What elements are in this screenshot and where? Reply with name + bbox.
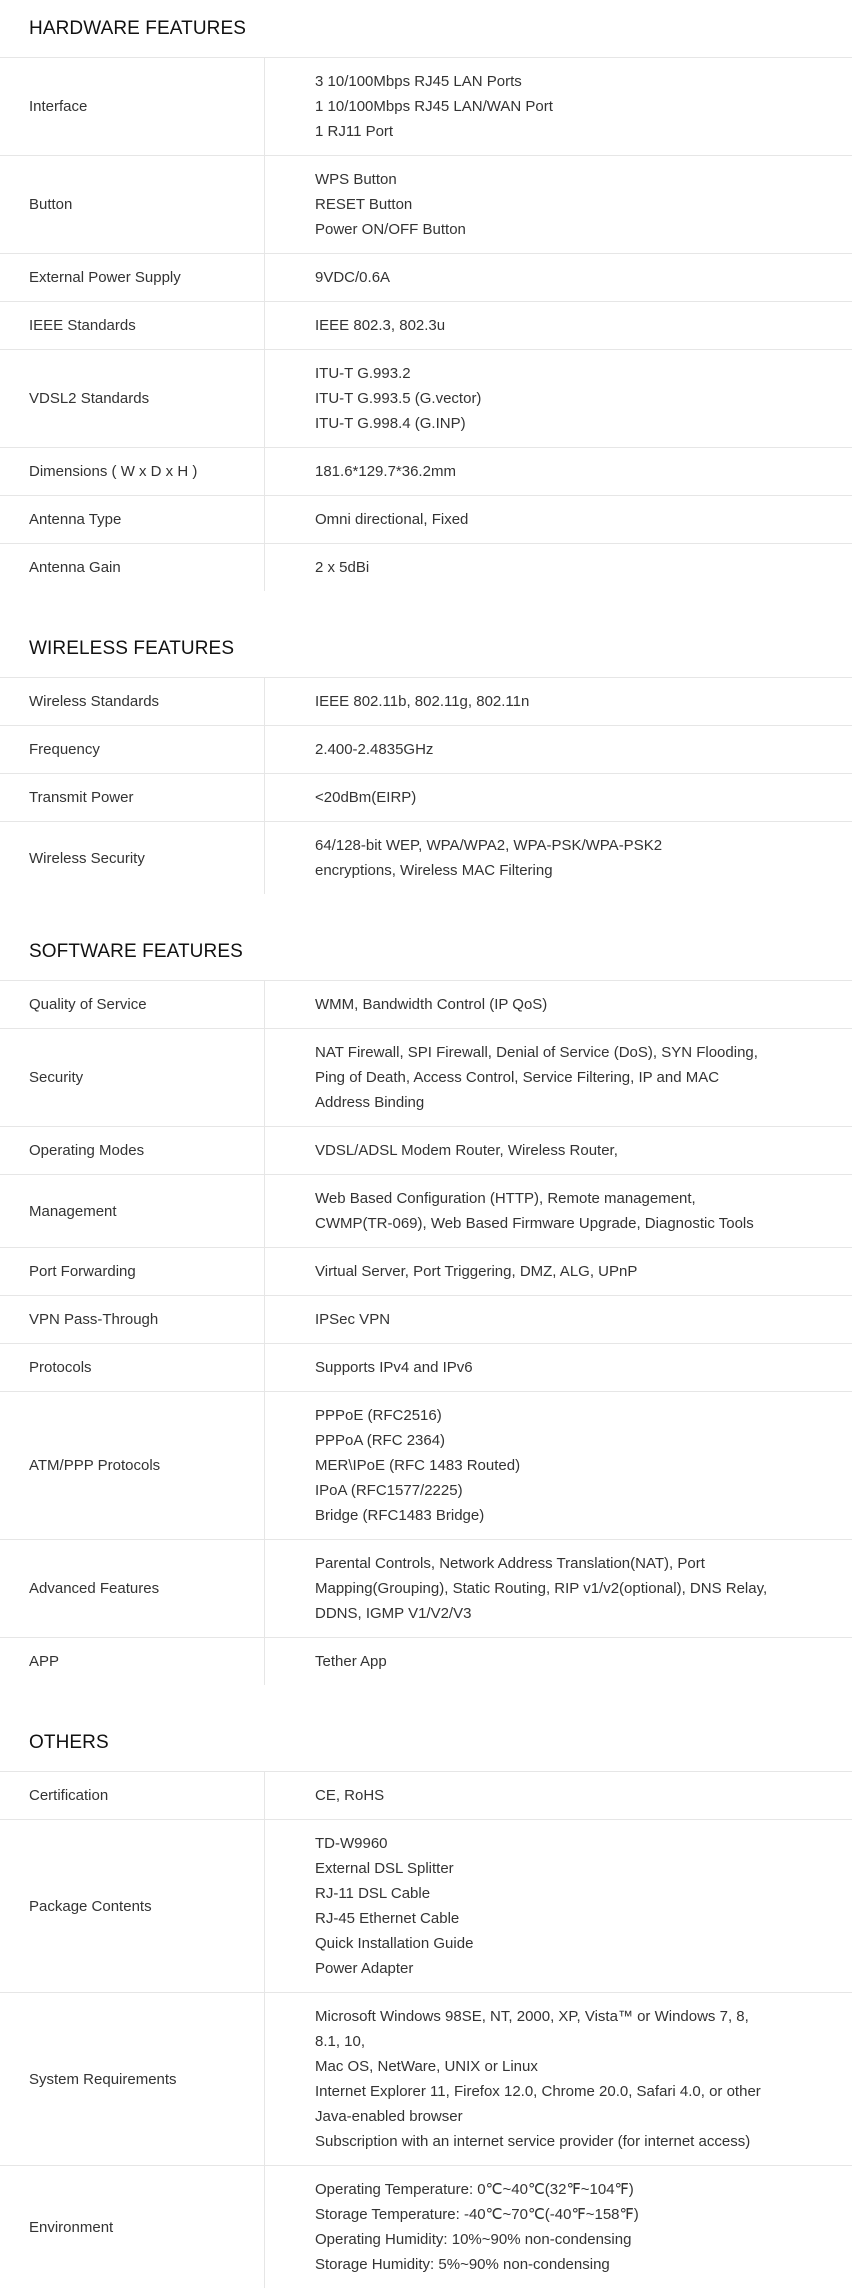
spec-value-line: 8.1, 10, xyxy=(315,2033,366,2050)
spec-value-line: IPoA (RFC1577/2225) xyxy=(315,1482,463,1499)
spec-label: VDSL2 Standards xyxy=(0,350,265,447)
spec-value-line: WPS Button xyxy=(315,171,397,188)
spec-value-line: RJ-11 DSL Cable xyxy=(315,1885,431,1902)
spec-value-line: External DSL Splitter xyxy=(315,1860,454,1877)
spec-label: Dimensions ( W x D x H ) xyxy=(0,448,265,495)
spec-value-line: Microsoft Windows 98SE, NT, 2000, XP, Vista™ or Windows 7, 8, xyxy=(315,2008,749,2025)
spec-value xyxy=(265,981,852,1028)
spec-value xyxy=(265,350,852,447)
spec-value-line: PPPoE (RFC2516) xyxy=(315,1407,442,1424)
spec-value xyxy=(265,58,852,155)
spec-value-line: Omni directional, Fixed xyxy=(315,511,469,528)
spec-value-line: CE, RoHS xyxy=(315,1787,385,1804)
spec-row-certification xyxy=(0,1772,852,1820)
spec-row-protocols xyxy=(0,1344,852,1392)
spec-value-line: Java-enabled browser xyxy=(315,2108,463,2125)
spec-row-vdsl2-standards xyxy=(0,350,852,448)
spec-label: IEEE Standards xyxy=(0,302,265,349)
spec-value xyxy=(265,822,852,894)
spec-row-dimensions-w-x-d-x-h xyxy=(0,448,852,496)
spec-value xyxy=(265,1175,852,1247)
spec-row-interface xyxy=(0,58,852,156)
spec-label: Protocols xyxy=(0,1344,265,1391)
spec-value-line: NAT Firewall, SPI Firewall, Denial of Service (DoS), SYN Flooding, xyxy=(315,1044,758,1061)
spec-value-line: Operating Temperature: 0℃~40℃(32℉~104℉) xyxy=(315,2181,634,2198)
spec-value xyxy=(265,1344,852,1391)
section-others xyxy=(0,1714,852,2288)
spec-row-system-requirements xyxy=(0,1993,852,2166)
spec-value-line: Subscription with an internet service provider (for internet access) xyxy=(315,2133,751,2150)
spec-value-line: Mapping(Grouping), Static Routing, RIP v1/v2(optional), DNS Relay, xyxy=(315,1580,768,1597)
section-title: HARDWARE FEATURES xyxy=(0,0,852,58)
spec-row-management xyxy=(0,1175,852,1248)
spec-value xyxy=(265,1993,852,2165)
spec-row-environment xyxy=(0,2166,852,2288)
spec-value-line: ITU-T G.993.2 xyxy=(315,365,411,382)
spec-row-button xyxy=(0,156,852,254)
spec-row-antenna-type xyxy=(0,496,852,544)
spec-label: Package Contents xyxy=(0,1820,265,1992)
spec-value-line: Ping of Death, Access Control, Service Filtering, IP and MAC xyxy=(315,1069,720,1086)
spec-row-quality-of-service xyxy=(0,981,852,1029)
spec-row-wireless-standards xyxy=(0,678,852,726)
spec-value xyxy=(265,544,852,591)
spec-value-line: Storage Humidity: 5%~90% non-condensing xyxy=(315,2256,610,2273)
section-title: OTHERS xyxy=(0,1714,852,1772)
spec-label: VPN Pass-Through xyxy=(0,1296,265,1343)
spec-label: Frequency xyxy=(0,726,265,773)
spec-value-line: IEEE 802.3, 802.3u xyxy=(315,317,446,334)
spec-value xyxy=(265,2166,852,2288)
spec-value-line: IEEE 802.11b, 802.11g, 802.11n xyxy=(315,693,530,710)
spec-label: Security xyxy=(0,1029,265,1126)
spec-value-line: Operating Humidity: 10%~90% non-condensing xyxy=(315,2231,632,2248)
spec-value-line: 64/128-bit WEP, WPA/WPA2, WPA-PSK/WPA-PSK2 xyxy=(315,837,663,854)
spec-value-line: Power ON/OFF Button xyxy=(315,221,466,238)
spec-value xyxy=(265,1540,852,1637)
spec-value-line: <20dBm(EIRP) xyxy=(315,789,417,806)
spec-value-line: ITU-T G.998.4 (G.INP) xyxy=(315,415,466,432)
spec-row-external-power-supply xyxy=(0,254,852,302)
section-spacer xyxy=(0,894,852,923)
spec-label: Management xyxy=(0,1175,265,1247)
spec-label: External Power Supply xyxy=(0,254,265,301)
spec-value-line: RJ-45 Ethernet Cable xyxy=(315,1910,460,1927)
spec-value xyxy=(265,156,852,253)
spec-label: APP xyxy=(0,1638,265,1685)
spec-value-line: Internet Explorer 11, Firefox 12.0, Chrome 20.0, Safari 4.0, or other xyxy=(315,2083,761,2100)
spec-row-advanced-features xyxy=(0,1540,852,1638)
spec-value-line: ITU-T G.993.5 (G.vector) xyxy=(315,390,482,407)
spec-value xyxy=(265,496,852,543)
spec-label: Antenna Gain xyxy=(0,544,265,591)
spec-row-port-forwarding xyxy=(0,1248,852,1296)
spec-value-line: RESET Button xyxy=(315,196,413,213)
spec-value-line: 3 10/100Mbps RJ45 LAN Ports xyxy=(315,73,522,90)
spec-value xyxy=(265,1029,852,1126)
spec-value-line: 1 10/100Mbps RJ45 LAN/WAN Port xyxy=(315,98,553,115)
spec-label: Transmit Power xyxy=(0,774,265,821)
spec-row-transmit-power xyxy=(0,774,852,822)
spec-label: Button xyxy=(0,156,265,253)
spec-row-package-contents xyxy=(0,1820,852,1993)
section-software-features xyxy=(0,923,852,1685)
spec-value xyxy=(265,726,852,773)
spec-value xyxy=(265,448,852,495)
spec-value-line: Virtual Server, Port Triggering, DMZ, ALG, UPnP xyxy=(315,1263,638,1280)
section-spacer xyxy=(0,591,852,620)
spec-row-atm-ppp-protocols xyxy=(0,1392,852,1540)
spec-row-antenna-gain xyxy=(0,544,852,591)
spec-value-line: 2 x 5dBi xyxy=(315,559,370,576)
spec-value-line: Parental Controls, Network Address Translation(NAT), Port xyxy=(315,1555,705,1572)
spec-value xyxy=(265,254,852,301)
spec-value-line: 181.6*129.7*36.2mm xyxy=(315,463,456,480)
spec-row-vpn-pass-through xyxy=(0,1296,852,1344)
spec-label: System Requirements xyxy=(0,1993,265,2165)
spec-value-line: Power Adapter xyxy=(315,1960,414,1977)
spec-label: Antenna Type xyxy=(0,496,265,543)
spec-label: Advanced Features xyxy=(0,1540,265,1637)
spec-row-operating-modes xyxy=(0,1127,852,1175)
spec-label: Port Forwarding xyxy=(0,1248,265,1295)
section-spacer xyxy=(0,1685,852,1714)
spec-value-line: IPSec VPN xyxy=(315,1311,391,1328)
spec-label: Wireless Standards xyxy=(0,678,265,725)
spec-label: Quality of Service xyxy=(0,981,265,1028)
spec-value-line: Web Based Configuration (HTTP), Remote management, xyxy=(315,1190,696,1207)
spec-row-security xyxy=(0,1029,852,1127)
spec-value-line: PPPoA (RFC 2364) xyxy=(315,1432,446,1449)
spec-value-line: 1 RJ11 Port xyxy=(315,123,394,140)
spec-row-wireless-security xyxy=(0,822,852,894)
spec-value xyxy=(265,774,852,821)
spec-value xyxy=(265,1296,852,1343)
spec-value xyxy=(265,1638,852,1685)
spec-label: ATM/PPP Protocols xyxy=(0,1392,265,1539)
spec-value xyxy=(265,1820,852,1992)
spec-label: Wireless Security xyxy=(0,822,265,894)
spec-row-app xyxy=(0,1638,852,1685)
spec-value-line: Bridge (RFC1483 Bridge) xyxy=(315,1507,485,1524)
spec-value xyxy=(265,302,852,349)
section-wireless-features xyxy=(0,620,852,894)
spec-value xyxy=(265,1392,852,1539)
spec-value xyxy=(265,1127,852,1174)
spec-label: Interface xyxy=(0,58,265,155)
spec-value-line: CWMP(TR-069), Web Based Firmware Upgrade, Diagnostic Tools xyxy=(315,1215,754,1232)
spec-value-line: 2.400-2.4835GHz xyxy=(315,741,434,758)
spec-value xyxy=(265,1772,852,1819)
spec-value-line: Quick Installation Guide xyxy=(315,1935,474,1952)
spec-label: Operating Modes xyxy=(0,1127,265,1174)
spec-value-line: 9VDC/0.6A xyxy=(315,269,391,286)
spec-label: Certification xyxy=(0,1772,265,1819)
section-title: SOFTWARE FEATURES xyxy=(0,923,852,981)
spec-label: Environment xyxy=(0,2166,265,2288)
spec-value-line: Supports IPv4 and IPv6 xyxy=(315,1359,473,1376)
spec-value-line: Address Binding xyxy=(315,1094,425,1111)
spec-value-line: DDNS, IGMP V1/V2/V3 xyxy=(315,1605,472,1622)
spec-row-ieee-standards xyxy=(0,302,852,350)
spec-value-line: Tether App xyxy=(315,1653,387,1670)
spec-value-line: Mac OS, NetWare, UNIX or Linux xyxy=(315,2058,538,2075)
section-title: WIRELESS FEATURES xyxy=(0,620,852,678)
spec-value-line: encryptions, Wireless MAC Filtering xyxy=(315,862,553,879)
spec-value xyxy=(265,678,852,725)
spec-value-line: Storage Temperature: -40℃~70℃(-40℉~158℉) xyxy=(315,2206,639,2223)
spec-value-line: TD-W9960 xyxy=(315,1835,388,1852)
spec-value xyxy=(265,1248,852,1295)
spec-value-line: VDSL/ADSL Modem Router, Wireless Router, xyxy=(315,1142,618,1159)
section-hardware-features xyxy=(0,0,852,591)
spec-row-frequency xyxy=(0,726,852,774)
spec-value-line: MER\IPoE (RFC 1483 Routed) xyxy=(315,1457,521,1474)
spec-value-line: WMM, Bandwidth Control (IP QoS) xyxy=(315,996,548,1013)
